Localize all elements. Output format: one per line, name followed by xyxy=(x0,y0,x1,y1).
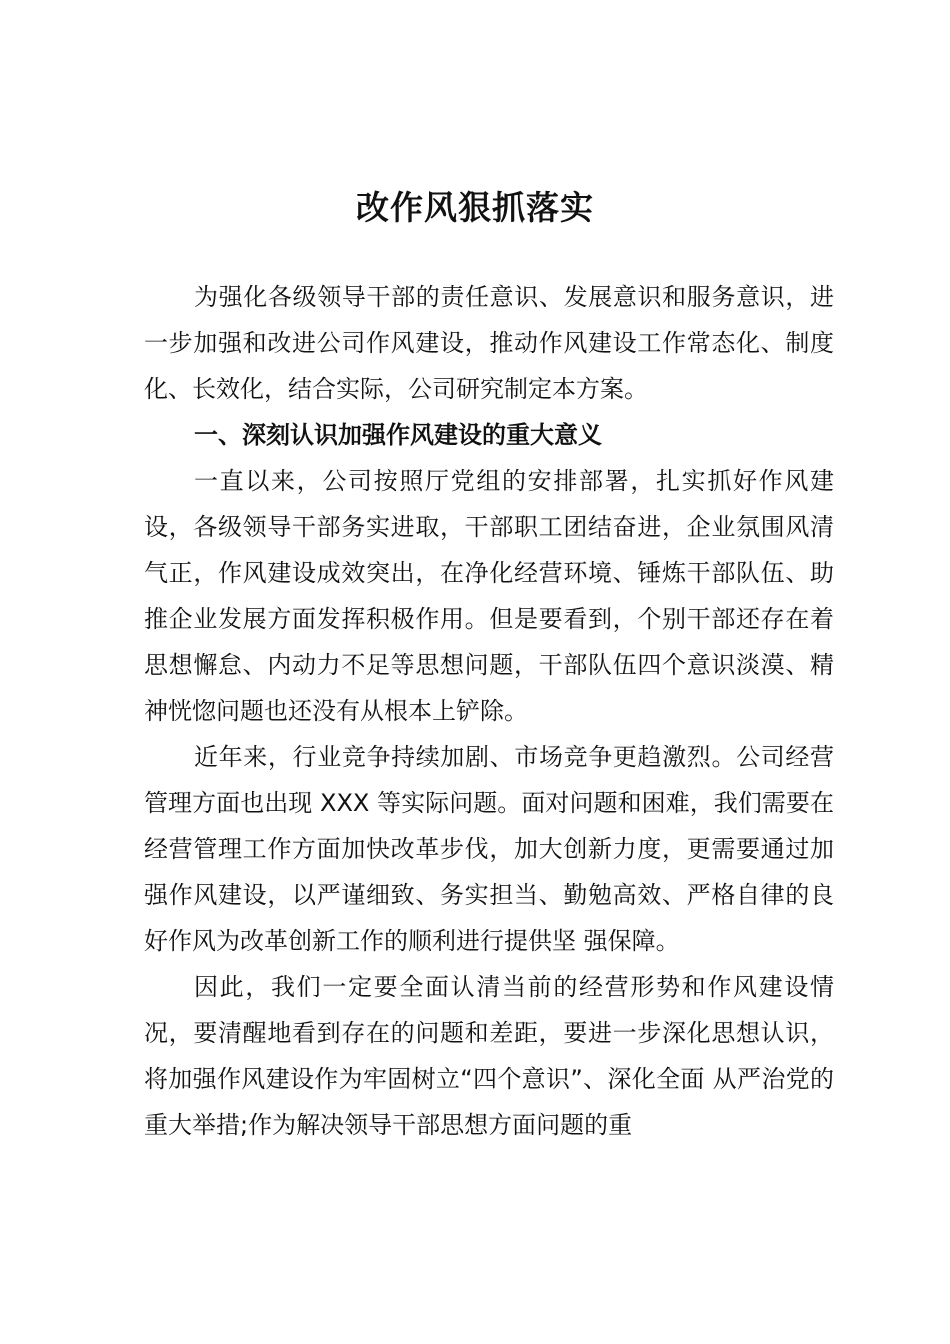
document-body xyxy=(144,274,834,1148)
paragraph-therefore: 因此，我们一定要全面认清当前的经营形势和作风建设情况，要清醒地看到存在的问题和差距，要进一步深化思想认识，将加强作风建设作为牢固树立“四个意识”、深化全面 从严治党的重大举措;作为解决领导干部思想方面问题的重 xyxy=(144,973,834,1139)
paragraph-recent-years: 近年来，行业竞争持续加剧、市场竞争更趋激烈。公司经营管理方面也出现 XXX 等实际问题。面对问题和困难，我们需要在经营管理工作方面加快改革步伐，加大创新力度，更需要通过加强作风建设，以严谨细致、务实担当、勤勉高效、严格自律的良好作风为改革创新工作的顺利进行提供坚 强保障。 xyxy=(144,743,834,955)
paragraph-intro: 为强化各级领导干部的责任意识、发展意识和服务意识，进一步加强和改进公司作风建设，推动作风建设工作常态化、制度化、长效化，结合实际，公司研究制定本方案。 xyxy=(144,283,834,403)
document-title: 改作风狠抓落实 xyxy=(356,188,594,227)
paragraph-background: 一直以来，公司按照厅党组的安排部署，扎实抓好作风建设，各级领导干部务实进取，干部职工团结奋进，企业氛围风清气正，作风建设成效突出，在净化经营环境、锤炼干部队伍、助推企业发展方面发挥积极作用。但是要看到，个别干部还存在着思想懈怠、内动力不足等思想问题，干部队伍四个意识淡漠、精神恍惚问题也还没有从根本上铲除。 xyxy=(144,467,834,725)
section-heading-1: 一、深刻认识加强作风建设的重大意义 xyxy=(194,421,602,449)
